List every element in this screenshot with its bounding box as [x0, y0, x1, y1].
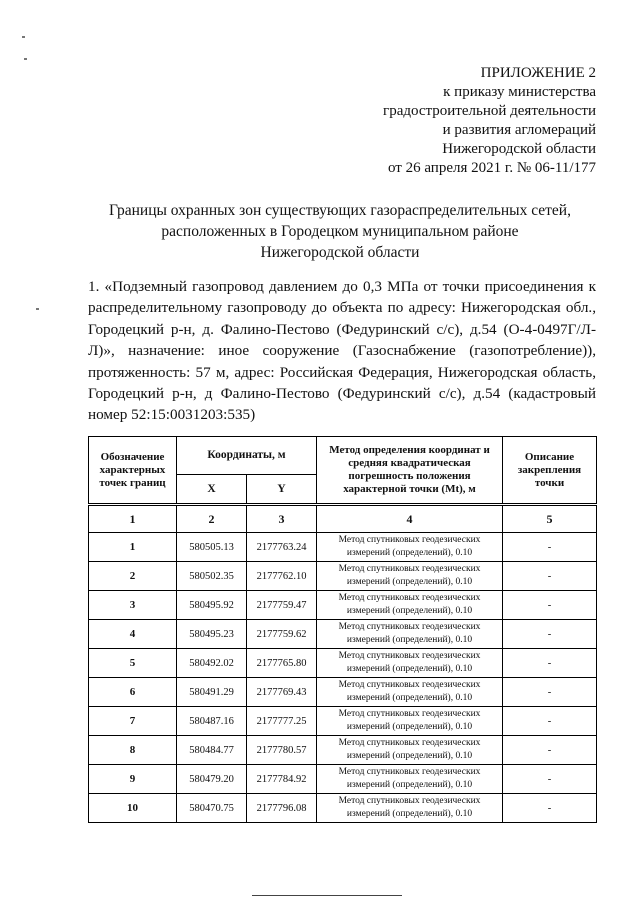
table-row — [89, 533, 597, 562]
description-cell: - — [503, 649, 597, 678]
point-number: 1 — [89, 533, 177, 562]
ministry-line: градостроительной деятельности — [383, 103, 596, 119]
method-cell: Метод спутниковых геодезических измерений (определений), 0.10 — [317, 678, 503, 707]
order-ref-line: к приказу министерства — [443, 84, 596, 100]
page-bottom-rule — [252, 895, 402, 896]
coord-x: 580484.77 — [177, 736, 247, 765]
column-number: 4 — [317, 505, 503, 533]
coord-x: 580505.13 — [177, 533, 247, 562]
coord-x: 580502.35 — [177, 562, 247, 591]
coord-y: 2177777.25 — [247, 707, 317, 736]
coord-y: 2177765.80 — [247, 649, 317, 678]
coord-y: 2177762.10 — [247, 562, 317, 591]
table-row — [89, 649, 597, 678]
description-cell: - — [503, 533, 597, 562]
method-cell: Метод спутниковых геодезических измерений (определений), 0.10 — [317, 591, 503, 620]
point-number: 5 — [89, 649, 177, 678]
title-line: Нижегородской области — [260, 244, 420, 261]
coord-y: 2177796.08 — [247, 794, 317, 823]
coord-x: 580495.92 — [177, 591, 247, 620]
coord-y: 2177780.57 — [247, 736, 317, 765]
table-row — [89, 562, 597, 591]
description-cell: - — [503, 765, 597, 794]
appendix-header — [276, 64, 596, 178]
header-description: Описание закрепления точки — [503, 437, 597, 505]
header-point-id: Обозначение характерных точек границ — [89, 437, 177, 505]
table-row — [89, 707, 597, 736]
scan-speck — [36, 308, 39, 310]
point-number: 4 — [89, 620, 177, 649]
coord-x: 580495.23 — [177, 620, 247, 649]
header-method: Метод определения координат и средняя квадратическая погрешность положения характерной точки (Mt), м — [317, 437, 503, 505]
point-number: 7 — [89, 707, 177, 736]
description-cell: - — [503, 591, 597, 620]
method-cell: Метод спутниковых геодезических измерений (определений), 0.10 — [317, 707, 503, 736]
scan-speck — [22, 36, 25, 38]
column-number: 1 — [89, 505, 177, 533]
description-cell: - — [503, 794, 597, 823]
method-cell: Метод спутниковых геодезических измерений (определений), 0.10 — [317, 620, 503, 649]
table-row — [89, 736, 597, 765]
coord-x: 580470.75 — [177, 794, 247, 823]
scan-speck — [24, 58, 27, 60]
coord-y: 2177784.92 — [247, 765, 317, 794]
method-cell: Метод спутниковых геодезических измерений (определений), 0.10 — [317, 736, 503, 765]
title-line: Границы охранных зон существующих газораспределительных сетей, — [109, 202, 571, 219]
method-cell: Метод спутниковых геодезических измерений (определений), 0.10 — [317, 562, 503, 591]
coord-x: 580487.16 — [177, 707, 247, 736]
coord-x: 580491.29 — [177, 678, 247, 707]
coordinates-table — [88, 436, 597, 823]
table-row — [89, 591, 597, 620]
appendix-label: ПРИЛОЖЕНИЕ 2 — [480, 65, 596, 81]
column-number: 2 — [177, 505, 247, 533]
point-number: 10 — [89, 794, 177, 823]
column-number: 3 — [247, 505, 317, 533]
header-y: Y — [247, 475, 317, 505]
header-x: X — [177, 475, 247, 505]
coord-y: 2177759.62 — [247, 620, 317, 649]
table-row — [89, 620, 597, 649]
description-cell: - — [503, 562, 597, 591]
description-cell: - — [503, 736, 597, 765]
header-coordinates: Координаты, м — [177, 437, 317, 475]
region-line: Нижегородской области — [442, 141, 596, 157]
table-row — [89, 794, 597, 823]
table-row — [89, 765, 597, 794]
table-row — [89, 678, 597, 707]
method-cell: Метод спутниковых геодезических измерений (определений), 0.10 — [317, 794, 503, 823]
ministry-line: и развития агломераций — [442, 122, 596, 138]
method-cell: Метод спутниковых геодезических измерений (определений), 0.10 — [317, 533, 503, 562]
method-cell: Метод спутниковых геодезических измерений (определений), 0.10 — [317, 765, 503, 794]
point-number: 6 — [89, 678, 177, 707]
method-cell: Метод спутниковых геодезических измерений (определений), 0.10 — [317, 649, 503, 678]
coord-x: 580479.20 — [177, 765, 247, 794]
description-cell: - — [503, 678, 597, 707]
description-cell: - — [503, 620, 597, 649]
column-number: 5 — [503, 505, 597, 533]
point-number: 8 — [89, 736, 177, 765]
title-line: расположенных в Городецком муниципальном районе — [161, 223, 519, 240]
coord-y: 2177769.43 — [247, 678, 317, 707]
order-date-line: от 26 апреля 2021 г. № 06-11/177 — [387, 160, 596, 176]
description-cell: - — [503, 707, 597, 736]
document-title — [60, 200, 620, 263]
point-number: 3 — [89, 591, 177, 620]
coord-y: 2177763.24 — [247, 533, 317, 562]
coord-y: 2177759.47 — [247, 591, 317, 620]
point-number: 2 — [89, 562, 177, 591]
coord-x: 580492.02 — [177, 649, 247, 678]
object-description: 1. «Подземный газопровод давлением до 0,3 МПа от точки присоединения к распределительному газопроводу до объекта по адресу: Нижегородская обл., Городецкий р-н, д. Фалино-Пестово (Федуринский с/с), д.54 (О-4-0497Г/Л-Л)», назначение: иное сооружение (Газоснабжение (газопотребление)), протяженность: 57 м, адрес: Российская Федерация, Нижегородская область, Городецкий р-н, д Фалино-Пестово (Федуринский с/с), д.54 (кадастровый номер 52:15:0031203:535) — [88, 278, 596, 424]
point-number: 9 — [89, 765, 177, 794]
